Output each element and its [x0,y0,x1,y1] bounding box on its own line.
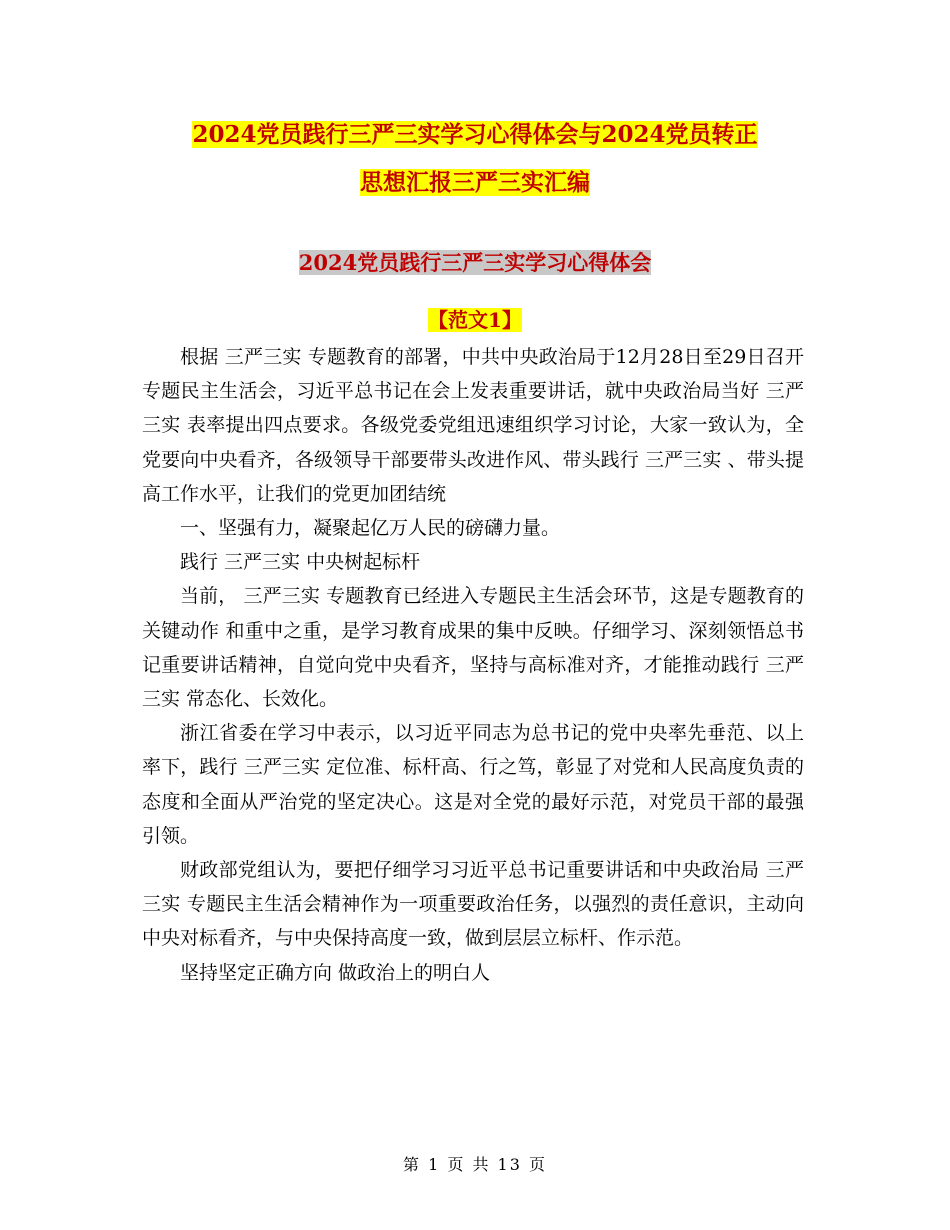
page-footer [0,1152,950,1175]
section-title-text: 2024党员践行三严三实学习心得体会 [298,250,652,275]
document-title [140,112,810,208]
section-title [140,246,810,282]
example-label-text: 【范文1】 [428,308,522,332]
paragraph: 践行 三严三实 中央树起标杆 [180,551,421,574]
paragraph: 当前， 三严三实 专题教育已经进入专题民主生活会环节，这是专题教育的 关键动作 和重中之重，是学习教育成果的集中反映。仔细学习、深刻领悟总书记重要讲话精神，自觉向党中央看齐，坚持与高标准对齐，才能推动践行 三严三实 常态化、长效化。 [142,585,804,711]
body-text [142,340,804,990]
title-line-1: 2024党员践行三严三实学习心得体会与2024党员转正 [192,121,758,148]
paragraph: 根据 三严三实 专题教育的部署，中共中央政治局于12月28日至29日召开专题民主生活会，习近平总书记在会上发表重要讲话，就中央政治局当好 三严三实 表率提出四点要求。各级党委党组迅速组织学习讨论，大家一致认为，全党要向中央看齐，各级领导干部要带头改进作风、带头践行 三严三实 、带头提高工作水平，让我们的党更加团结统 [142,346,804,505]
example-label [140,303,810,339]
title-line-2: 思想汇报三严三实汇编 [360,169,590,196]
paragraph: 浙江省委在学习中表示，以习近平同志为总书记的党中央率先垂范、以上率下，践行 三严三实 定位准、标杆高、行之笃，彰显了对党和人民高度负责的态度和全面从严治党的坚定决心。这是对全党的最好示范，对党员干部的最强引领。 [142,722,804,847]
paragraph: 一、坚强有力，凝聚起亿万人民的磅礴力量。 [180,517,561,540]
paragraph: 坚持坚定正确方向 做政治上的明白人 [180,961,491,984]
paragraph: 财政部党组认为，要把仔细学习习近平总书记重要讲话和中央政治局 三严三实 专题民主生活会精神作为一项重要政治任务，以强烈的责任意识，主动向中央对标看齐，与中央保持高度一致，做到层层立标杆、作示范。 [142,859,804,950]
page-number: 第 1 页 共 13 页 [403,1155,547,1174]
